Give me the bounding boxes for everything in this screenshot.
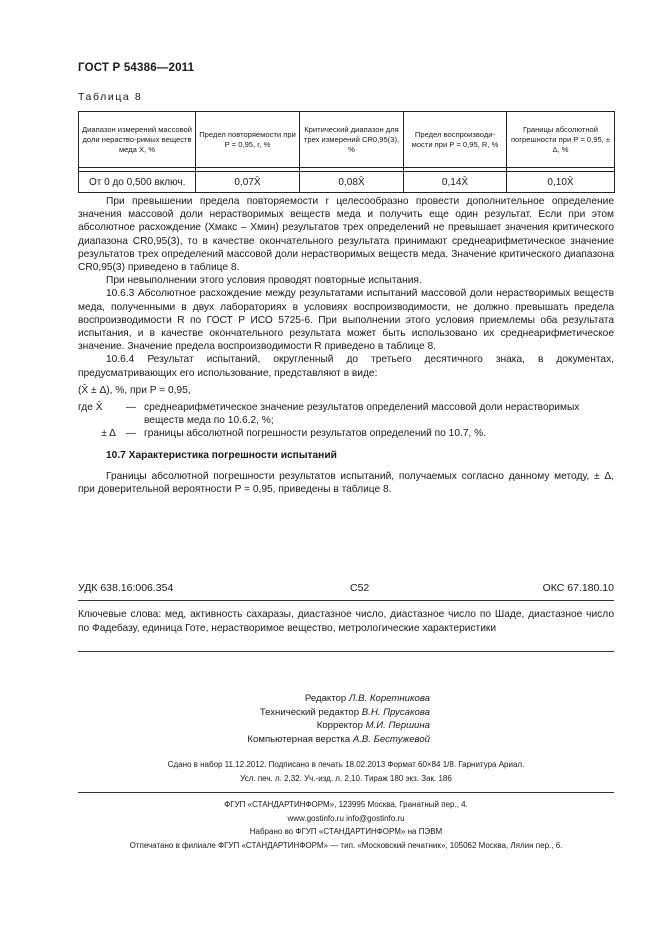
col-header-error-bounds: Границы абсолютной погрешности при P = 0,95, ± Δ, % <box>507 112 615 168</box>
document-header: ГОСТ Р 54386—2011 <box>78 62 195 74</box>
definition-text: среднеарифметическое значение результатов определений массовой доли нерастворимых веществ меда по 10.6.2, %; <box>144 402 580 427</box>
section-heading: 10.7 Характеристика погрешности испытаний <box>106 449 337 461</box>
cell-reproducibility: 0,14X̄ <box>404 172 507 193</box>
print-info-1: Сдано в набор 11.12.2012. Подписано в печать 18.02.2013 Формат 60×84 1/8. Гарнитура Ариал. <box>167 760 525 769</box>
table-header-row <box>79 112 615 168</box>
print-info-2: Усл. печ. л. 2,32. Уч.-изд. л. 2,10. Тираж 180 экз. Зак. 186 <box>240 774 452 783</box>
credit-corrector: Корректор М.И. Першина <box>316 720 430 731</box>
paragraph: Границы абсолютной погрешности результатов испытаний, получаемых согласно данному методу, ± Δ, при доверительной вероятности P = 0,95, приведены в таблице 8. <box>78 470 614 496</box>
udk-code: УДК 638.16:006.354 <box>78 582 174 594</box>
publisher-line: Набрано во ФГУП «СТАНДАРТИНФОРМ» на ПЭВМ <box>249 827 443 836</box>
formula: (X̄ ± Δ), %, при P = 0,95, <box>78 384 191 396</box>
keywords: Ключевые слова: мед, активность сахаразы, диастазное число, диастазное число по Шаде, диастазное число по Фадебазу, единица Готе, нерастворимое вещество, метрологические характеристики <box>78 609 614 634</box>
credit-editor: Редактор Л.В. Коретникова <box>304 693 430 704</box>
paragraph: При невыполнении этого условия проводят повторные испытания. <box>106 275 422 287</box>
cell-range: От 0 до 0,500 включ. <box>79 172 196 193</box>
col-header-repeatability: Предел повторяемости при P = 0,95, r, % <box>196 112 300 168</box>
cell-critical-range: 0,08X̄ <box>300 172 404 193</box>
definition-label: ± Δ <box>101 428 116 440</box>
cell-repeatability: 0,07X̄ <box>196 172 300 193</box>
col-header-range: Диапазон измерений массовой доли нераство-римых веществ меда X, % <box>79 112 196 168</box>
definition-dash: — <box>125 402 137 414</box>
paragraph: При превышении предела повторяемости r целесообразно провести дополнительное определение значения массовой доли нерастворимых веществ меда и получить еще один результат. Если при этом абсолютное расхождение (Xмакс – Xмин) результатов трех определений не превышает значения критического диапазона CR0,95(3), то в качестве окончательного результата принимают среднеарифметическое значение результатов трех определений массовой доли нерастворимых веществ меда. Значение критического диапазона CR0,95(3) приведено в таблице 8. <box>78 196 614 274</box>
credit-layout: Компьютерная верстка А.В. Бестужевой <box>247 733 430 745</box>
group-code: С52 <box>350 582 370 594</box>
paragraph: 10.6.3 Абсолютное расхождение между результатами испытаний массовой доли нерастворимых веществ меда, полученными в двух лабораториях в условиях воспроизводимости, не должно превышать предела воспроизводимости R по ГОСТ Р ИСО 5725-6. При выполнении этого условия приемлемы оба результата испытания, и в качестве окончательного результата может быть использовано их среднеарифметическое значение. Значение предела воспроизводимости R приведено в таблице 8. <box>78 288 614 353</box>
definition-dash: — <box>125 428 137 440</box>
col-header-critical-range: Критический диапазон для трех измерений CR0,95(3), % <box>300 112 404 168</box>
oks-code: ОКС 67.180.10 <box>542 582 614 594</box>
definition-label: где X̄ <box>78 402 103 414</box>
main-text <box>78 195 614 496</box>
definition-delta <box>78 427 614 440</box>
table-8 <box>78 111 615 193</box>
publisher-line: ФГУП «СТАНДАРТИНФОРМ», 123995 Москва, Гранатный пер., 4. <box>224 800 468 809</box>
editorial-credits <box>200 692 500 746</box>
paragraph: 10.6.4 Результат испытаний, округленный до третьего десятичного знака, в документах, предусматривающих его использование, представляют в виде: <box>78 354 614 379</box>
divider <box>78 600 614 601</box>
publisher-info <box>78 798 614 852</box>
definition-text: границы абсолютной погрешности результатов определений по 10.7, %. <box>144 428 487 440</box>
col-header-reproducibility: Предел воспроизводи-мости при P = 0,95, R, % <box>404 112 507 168</box>
divider <box>78 651 614 652</box>
table-caption: Таблица 8 <box>78 91 143 103</box>
credit-tech-editor: Технический редактор В.Н. Прусакова <box>259 706 430 718</box>
definition-mean <box>78 401 614 427</box>
table-row <box>79 172 615 193</box>
divider <box>78 792 614 793</box>
publisher-line: Отпечатано в филиале ФГУП «СТАНДАРТИНФОРМ» — тип. «Московский печатник», 105062 Москва, Лялин пер., 6. <box>129 840 563 850</box>
cell-error-bounds: 0,10X̄ <box>507 172 615 193</box>
publisher-line: www.gostinfo.ru info@gostinfo.ru <box>287 813 405 823</box>
